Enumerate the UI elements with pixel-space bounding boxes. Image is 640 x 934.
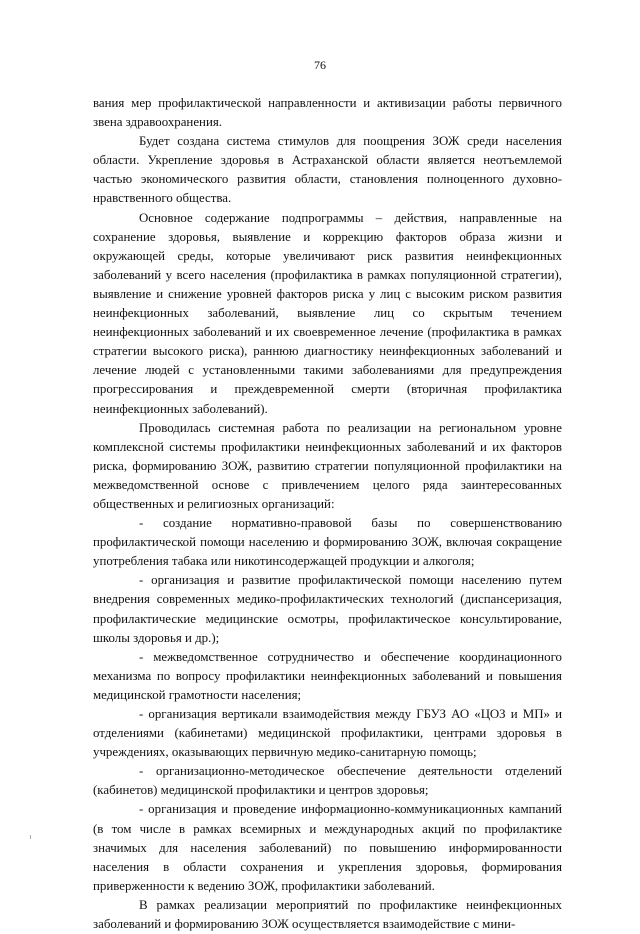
page-number: 76: [314, 58, 326, 72]
list-item: - межведомственное сотрудничество и обеспечение координационного механизма по вопросу профилактики неинфекционных заболеваний и повышения медицинской грамотности населения;: [93, 649, 562, 702]
list-item: - создание нормативно-правовой базы по совершенствованию профилактической помощи населению и формированию ЗОЖ, включая сокращение употребления табака или никотинсодержащей продукции и алкоголя;: [93, 516, 562, 569]
document-body: [93, 94, 562, 934]
paragraph-systemic-work: Проводилась системная работа по реализации на региональном уровне комплексной системы профилактики неинфекционных заболеваний и их факторов риска, формированию ЗОЖ, развитию стратегии популяционной профилактики на межведомственной основе с привлечением целого ряда заинтересованных общественных и религиозных организаций:: [93, 420, 562, 511]
list-item: - организация и проведение информационно-коммуникационных кампаний (в том числе в рамках всемирных и международных акций по профилактике значимых для населения заболеваний) по повышению информированности населения в области сохранения и укрепления здоровья, формирования приверженности к ведению ЗОЖ, профилактики заболеваний.: [93, 802, 562, 893]
paragraph-continuation: вания мер профилактической направленности и активизации работы первичного звена здравоохранения.: [93, 96, 562, 130]
paragraph-interaction: В рамках реализации мероприятий по профилактике неинфекционных заболеваний и формированию ЗОЖ осуществляется взаимодействие с мини-: [93, 897, 562, 932]
list-item: - организация и развитие профилактической помощи населению путем внедрения современных медико-профилактических технологий (диспансеризация, профилактические медицинские осмотры, профилактическое консультирование, школы здоровья и др.);: [93, 573, 562, 645]
paragraph-subprogram-content: Основное содержание подпрограммы – действия, направленные на сохранение здоровья, выявление и коррекцию факторов образа жизни и окружающей среды, которые увеличивают риск развития неинфекционных заболеваний у всего населения (профилактика в рамках популяционной стратегии), выявление и снижение уровней факторов риска у лиц с высоким риском развития неинфекционных заболеваний, выявление лиц со скрытым течением неинфекционных заболеваний и их своевременное лечение (профилактика в рамках стратегии высокого риска), раннюю диагностику неинфекционных заболеваний и лечение людей с установленными такими заболеваниями для предупреждения прогрессирования и преждевременной смерти (вторичная профилактика неинфекционных заболеваний).: [93, 210, 562, 416]
list-item: - организационно-методическое обеспечение деятельности отделений (кабинетов) медицинской профилактики и центров здоровья;: [93, 764, 562, 798]
paragraph-incentives: Будет создана система стимулов для поощрения ЗОЖ среди населения области. Укрепление здоровья в Астраханской области является неотъемлемой частью экономического развития области, становления полноценного духовно-нравственного общества.: [93, 134, 562, 206]
list-item: - организация вертикали взаимодействия между ГБУЗ АО «ЦОЗ и МП» и отделениями (кабинетами) медицинской профилактики, центрами здоровья в учреждениях, оказывающих первичную медико-санитарную помощь;: [93, 707, 562, 760]
scan-speck: [30, 835, 31, 839]
